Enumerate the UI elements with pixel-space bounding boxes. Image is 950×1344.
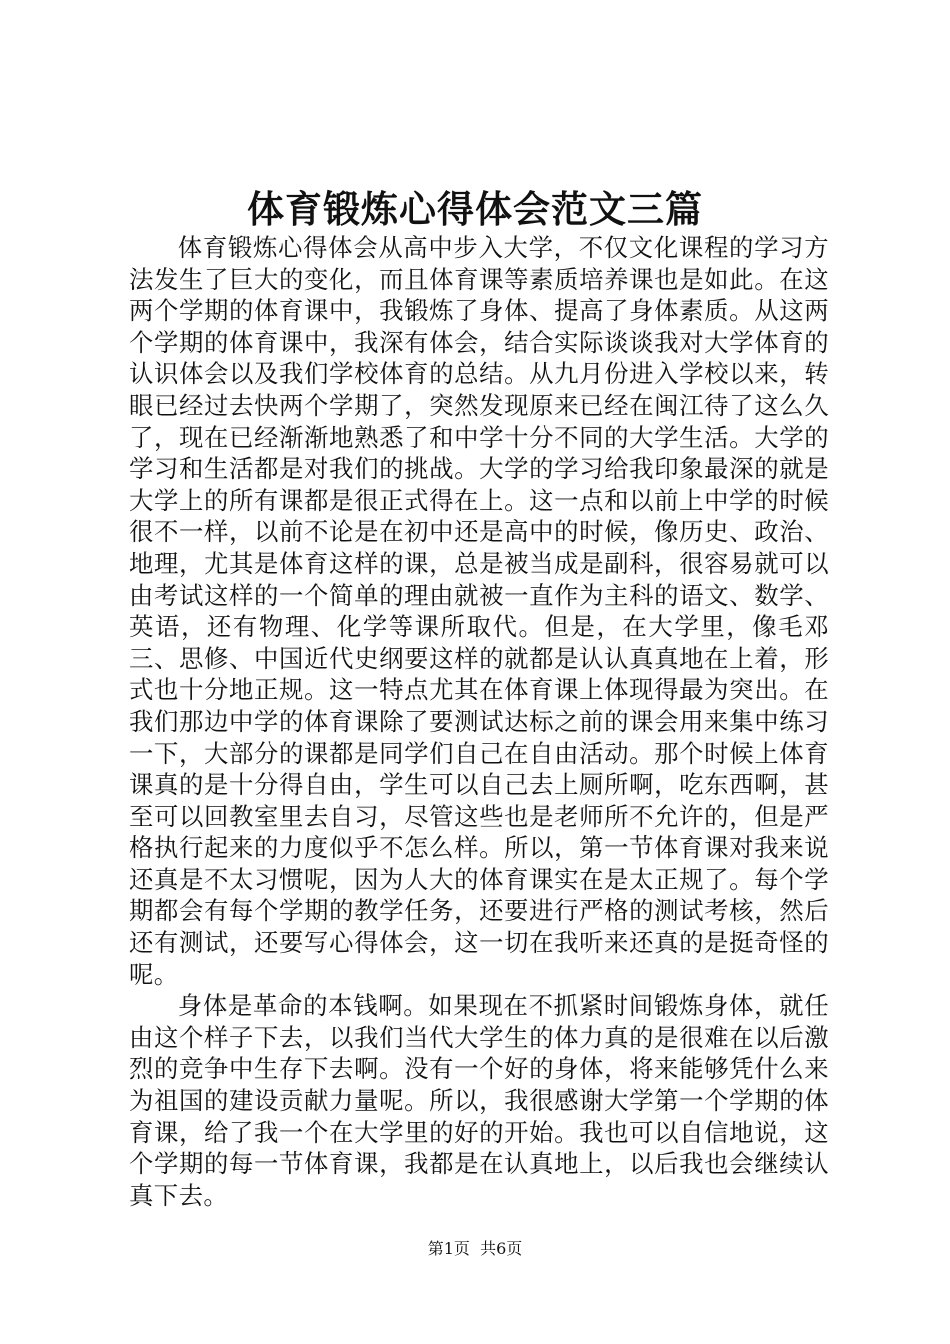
paragraph-1: 体育锻炼心得体会从高中步入大学，不仅文化课程的学习方法发生了巨大的变化，而且体育课等素质培养课也是如此。在这两个学期的体育课中，我锻炼了身体、提高了身体素质。从这两个学期的体育课中，我深有体会，结合实际谈谈我对大学体育的认识体会以及我们学校体育的总结。从九月份进入学校以来，转眼已经过去快两个学期了，突然发现原来已经在闽江待了这么久了，现在已经渐渐地熟悉了和中学十分不同的大学生活。大学的学习和生活都是对我们的挑战。大学的学习给我印象最深的就是大学上的所有课都是很正式得在上。这一点和以前上中学的时候很不一样，以前不论是在初中还是高中的时候，像历史、政治、地理，尤其是体育这样的课，总是被当成是副科，很容易就可以由考试这样的一个简单的理由就被一直作为主科的语文、数学、英语，还有物理、化学等课所取代。但是，在大学里，像毛邓三、思修、中国近代史纲要这样的就都是认认真真地在上着，形式也十分地正规。这一特点尤其在体育课上体现得最为突出。在我们那边中学的体育课除了要测试达标之前的课会用来集中练习一下，大部分的课都是同学们自己在自由活动。那个时候上体育课真的是十分得自由，学生可以自己去上厕所啊，吃东西啊，甚至可以回教室里去自习，尽管这些也是老师所不允许的，但是严格执行起来的力度似乎不怎么样。所以，第一节体育课对我来说还真是不太习惯呢，因为人大的体育课实在是太正规了。每个学期都会有每个学期的教学任务，还要进行严格的测试考核，然后还有测试，还要写心得体会，这一切在我听来还真的是挺奇怪的呢。 <box>129 233 829 989</box>
document-body <box>129 232 829 1211</box>
page-number-total: 共6页 <box>480 1239 523 1258</box>
footer-spacer <box>470 1239 480 1258</box>
paragraph-2: 身体是革命的本钱啊。如果现在不抓紧时间锻炼身体，就任由这个样子下去，以我们当代大学生的体力真的是很难在以后激烈的竞争中生存下去啊。没有一个好的身体，将来能够凭什么来为祖国的建设贡献力量呢。所以，我很感谢大学第一个学期的体育课，给了我一个在大学里的好的开始。我也可以自信地说，这个学期的每一节体育课，我都是在认真地上，以后我也会继续认真下去。 <box>129 991 829 1210</box>
page-number-current: 第1页 <box>427 1239 470 1258</box>
page-footer <box>0 1238 950 1260</box>
document-title: 体育锻炼心得体会范文三篇 <box>247 187 703 231</box>
